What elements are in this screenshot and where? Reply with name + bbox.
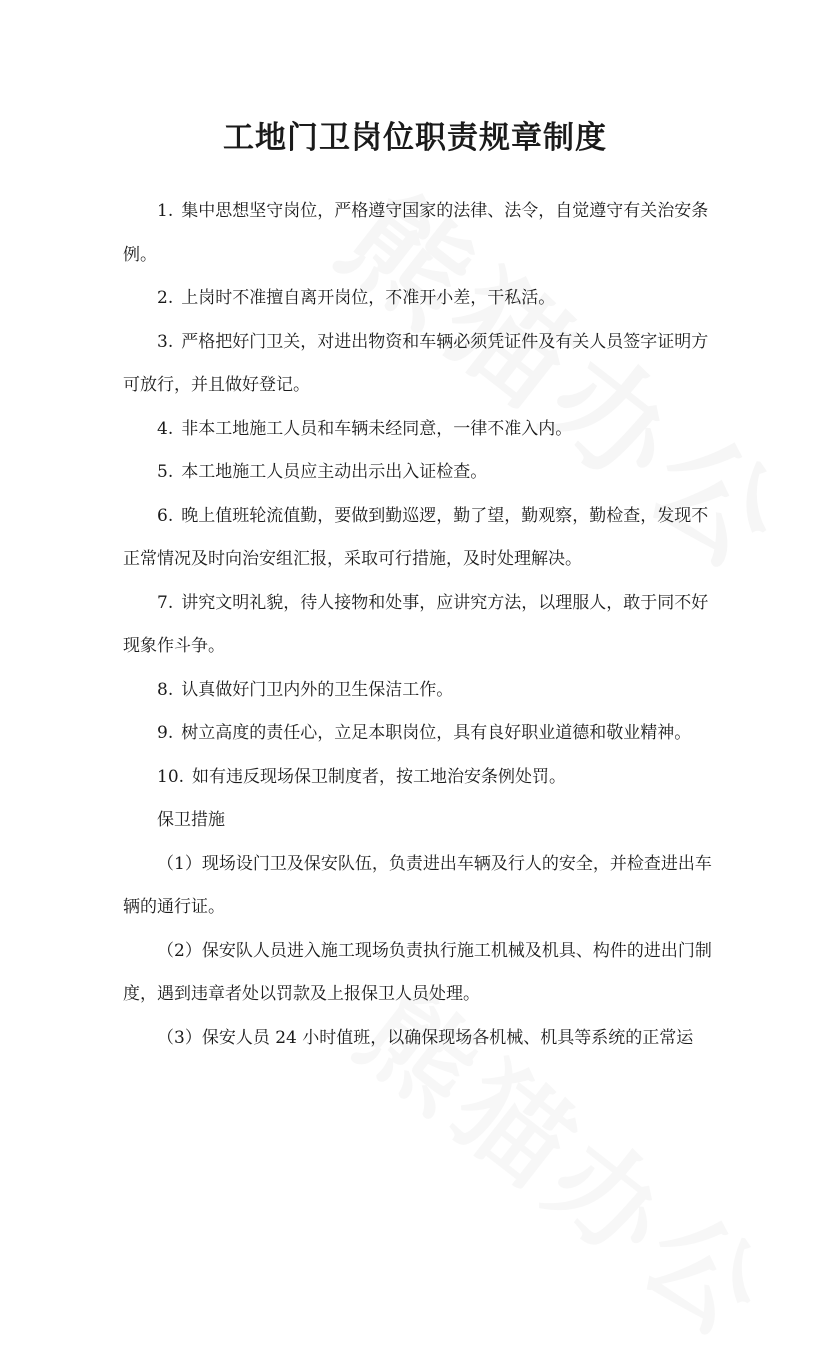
rule-item: [123, 408, 713, 452]
measure-item: （3）保安人员 24 小时值班，以确保现场各机械、机具等系统的正常运: [157, 1027, 694, 1048]
rule-text: 非本工地施工人员和车辆未经同意，一律不准入内。: [181, 418, 573, 439]
rule-number: 1.: [157, 201, 174, 221]
rule-item: [123, 712, 713, 756]
rule-item: [123, 495, 713, 582]
section-heading: 保卫措施: [157, 810, 225, 830]
rule-item: [123, 669, 713, 713]
rule-number: 8.: [157, 679, 174, 700]
rule-number: 3.: [157, 331, 174, 352]
measure-item: （1）现场设门卫及保安队伍，负责进出车辆及行人的安全，并检查进出车辆的通行证。: [123, 853, 712, 917]
rule-item: [123, 277, 713, 321]
rule-text: 树立高度的责任心，立足本职岗位，具有良好职业道德和敬业精神。: [181, 723, 692, 743]
document-body: [123, 190, 713, 1060]
rule-text: 本工地施工人员应主动出示出入证检查。: [181, 462, 488, 482]
rule-number: 6.: [157, 505, 174, 526]
rule-number: 10.: [157, 766, 185, 787]
rule-item: [123, 451, 713, 495]
rule-text: 认真做好门卫内外的卫生保洁工作。: [181, 679, 454, 700]
rule-number: 7.: [157, 592, 174, 613]
rule-item: [123, 582, 713, 669]
rule-text: 讲究文明礼貌，待人接物和处事，应讲究方法，以理服人，敢于同不好现象作斗争。: [123, 592, 709, 656]
rule-text: 严格把好门卫关，对进出物资和车辆必须凭证件及有关人员签字证明方可放行，并且做好登记。: [123, 331, 709, 395]
rule-text: 晚上值班轮流值勤，要做到勤巡逻，勤了望，勤观察，勤检查，发现不正常情况及时向治安组汇报，采取可行措施，及时处理解决。: [123, 505, 709, 569]
rule-text: 集中思想坚守岗位，严格遵守国家的法律、法令，自觉遵守有关治安条例。: [123, 201, 709, 265]
rule-number: 9.: [157, 723, 174, 743]
rule-number: 4.: [157, 418, 174, 439]
document-title: 工地门卫岗位职责规章制度: [223, 120, 607, 156]
measure-item: （2）保安队人员进入施工现场负责执行施工机械及机具、构件的进出门制度，遇到违章者处以罚款及上报保卫人员处理。: [123, 940, 712, 1004]
rule-text: 上岗时不准擅自离开岗位，不准开小差，干私活。: [181, 288, 556, 308]
rule-item: [123, 321, 713, 408]
rule-item: [123, 190, 713, 277]
rule-number: 2.: [157, 288, 174, 308]
rule-item: [123, 756, 713, 800]
rule-number: 5.: [157, 462, 174, 482]
rule-text: 如有违反现场保卫制度者，按工地治安条例处罚。: [192, 766, 567, 787]
